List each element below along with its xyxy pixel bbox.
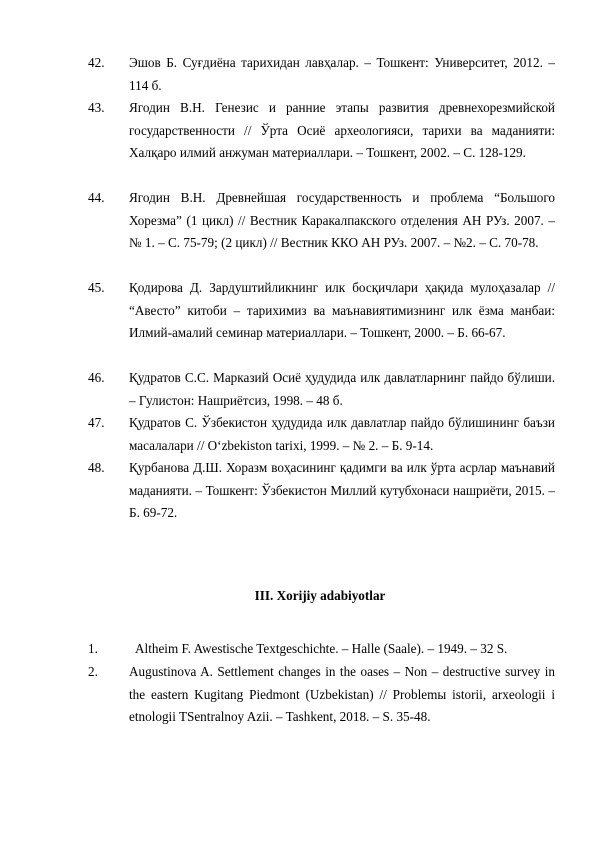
reference-number: 42.	[88, 55, 105, 70]
section-heading: III. Xorijiy adabiyotlar	[254, 588, 386, 603]
reference-number: 46.	[88, 370, 105, 385]
reference-number: 1.	[88, 641, 98, 656]
reference-text: Эшов Б. Суғдиёна тарихидан лавҳалар. – Тошкент: Университет, 2012. – 114 б.	[129, 55, 555, 93]
reference-number: 43.	[88, 100, 105, 115]
reference-text: Қудратов С. Ўзбекистон ҳудудида илк давлатлар пайдо бўлишининг баъзи масалалари // O‘zbekiston tarixi, 1999. – № 2. – Б. 9-14.	[129, 415, 555, 453]
reference-number: 44.	[88, 190, 105, 205]
reference-text: Қурбанова Д.Ш. Хоразм воҳасининг қадимги ва илк ўрта асрлар маънавий маданияти. – Тошкент: Ўзбекистон Миллий кутубхонаси нашриёти, 2015. – Б. 69-72.	[129, 460, 555, 520]
reference-text: Altheim F. Awestische Textgeschichte. – Halle (Saale). – 1949. – 32 S.	[135, 641, 508, 656]
reference-text: Augustinova A. Settlement changes in the oases – Non – destructive survey in the eastern Kugitang Piedmont (Uzbekistan) // Problemы istorii, arxeologii i etnologii TSentralnoy Azii. – Tashkent, 2018. – S. 35-48.	[129, 664, 555, 724]
reference-text: Ягодин В.Н. Древнейшая государственность и проблема “Большого Хорезма” (1 цикл) // Вестник Каракалпакского отделения АН РУз. 2007. – № 1. – С. 75-79; (2 цикл) // Вестник ККО АН РУз. 2007. – №2. – С. 70-78.	[129, 190, 555, 250]
reference-number: 47.	[88, 415, 105, 430]
reference-number: 2.	[88, 664, 98, 679]
reference-text: Қудратов С.С. Марказий Осиё ҳудудида илк давлатларнинг пайдо бўлиши. – Гулистон: Нашриётсиз, 1998. – 48 б.	[129, 370, 555, 408]
reference-text: Қодирова Д. Зардуштийликнинг илк босқичлари ҳақида мулоҳазалар // “Авесто” китоби – тарихимиз ва маънавиятимизнинг илк ёзма манбаи: Илмий-амалий семинар материаллари. – Тошкент, 2000. – Б. 66-67.	[129, 280, 555, 340]
reference-number: 45.	[88, 280, 105, 295]
reference-number: 48.	[88, 460, 105, 475]
reference-text: Ягодин В.Н. Генезис и ранние этапы развития древнехорезмийской государственности // Ўрта Осиё археологияси, тарихи ва маданияти: Халқаро илмий анжуман материаллари. – Тошкент, 2002. – С. 128-129.	[129, 100, 555, 160]
